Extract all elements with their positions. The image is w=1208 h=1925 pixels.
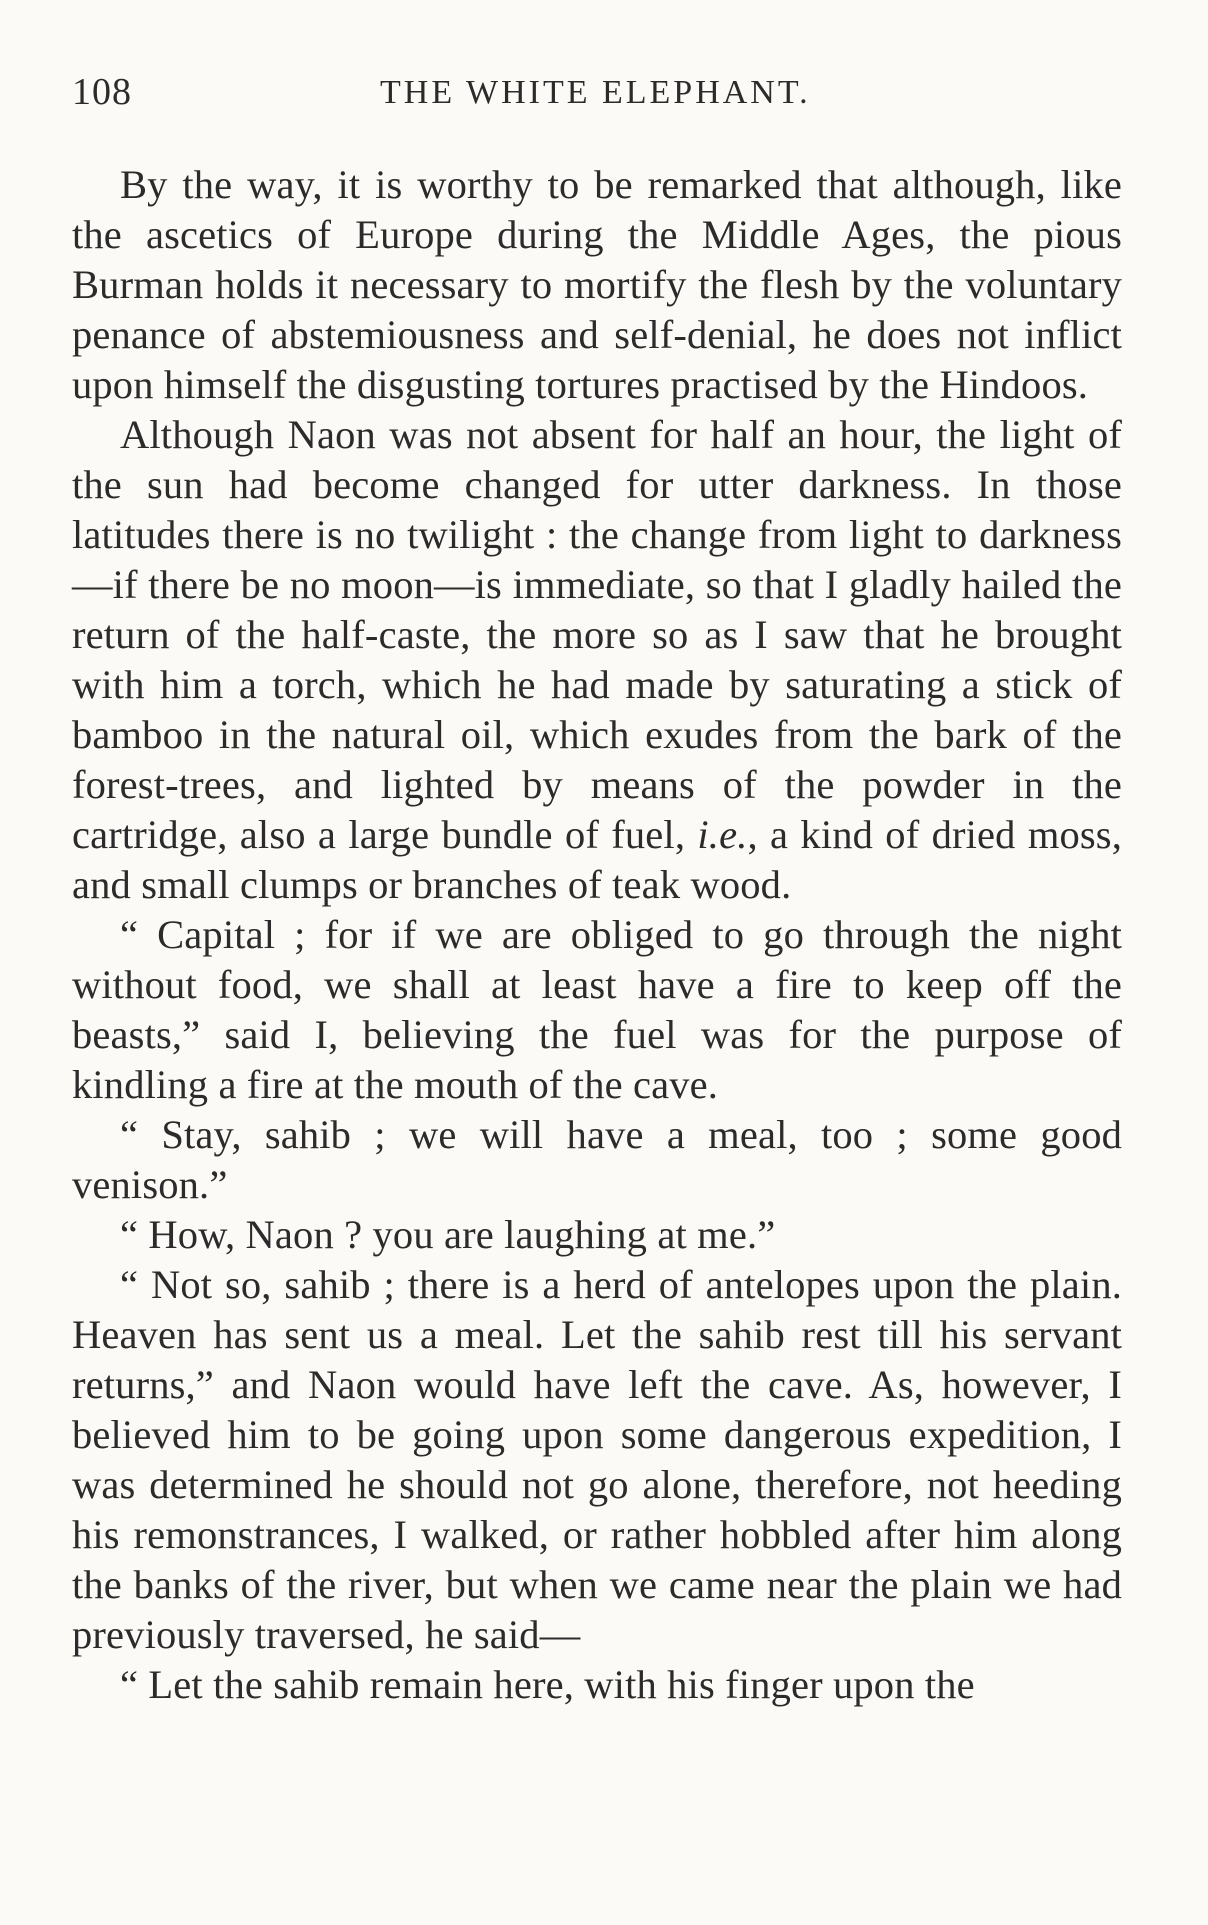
paragraph-2: Although Naon was not absent for half an hour, the light of the sun had become changed for utter darkness. In those latitudes there is no twilight : the change from light to darkness—if there be no moon—is immediate, so that I gladly hailed the return of the half-caste, the more so as I saw that he brought with him a torch, which he had made by saturating a stick of bamboo in the natural oil, which exudes from the bark of the forest-trees, and lighted by means of the powder in the cartridge, also a large bundle of fuel, i.e., a kind of dried moss, and small clumps or branches of teak wood. — [72, 412, 1122, 907]
body-text — [72, 160, 1122, 1710]
paragraph-7: “ Let the sahib remain here, with his finger upon the — [120, 1662, 975, 1707]
abbreviation-ie: i.e. — [697, 812, 748, 857]
paragraph-6: “ Not so, sahib ; there is a herd of antelopes upon the plain. Heaven has sent us a meal. Let the sahib rest till his servant returns,” and Naon would have left the cave. As, however, I believed him to be going upon some dangerous expedition, I was determined he should not go alone, therefore, not heeding his remonstrances, I walked, or rather hobbled after him along the banks of the river, but when we came near the plain we had previously traversed, he said— — [72, 1262, 1122, 1657]
paragraph-4: “ Stay, sahib ; we will have a meal, too ; some good venison.” — [72, 1112, 1122, 1207]
book-page — [72, 70, 1122, 1890]
paragraph-3: “ Capital ; for if we are obliged to go through the night without food, we shall at least have a fire to keep off the beasts,” said I, believing the fuel was for the purpose of kindling a fire at the mouth of the cave. — [72, 912, 1122, 1107]
paragraph-5: “ How, Naon ? you are laughing at me.” — [120, 1212, 776, 1257]
page-number: 108 — [72, 71, 132, 113]
running-head — [72, 70, 1122, 122]
paragraph-1: By the way, it is worthy to be remarked that although, like the ascetics of Europe during the Middle Ages, the pious Burman holds it necessary to mortify the flesh by the voluntary penance of abstemiousness and self-denial, he does not inflict upon himself the disgusting tortures practised by the Hindoos. — [72, 162, 1122, 407]
running-title: THE WHITE ELEPHANT. — [380, 74, 811, 111]
